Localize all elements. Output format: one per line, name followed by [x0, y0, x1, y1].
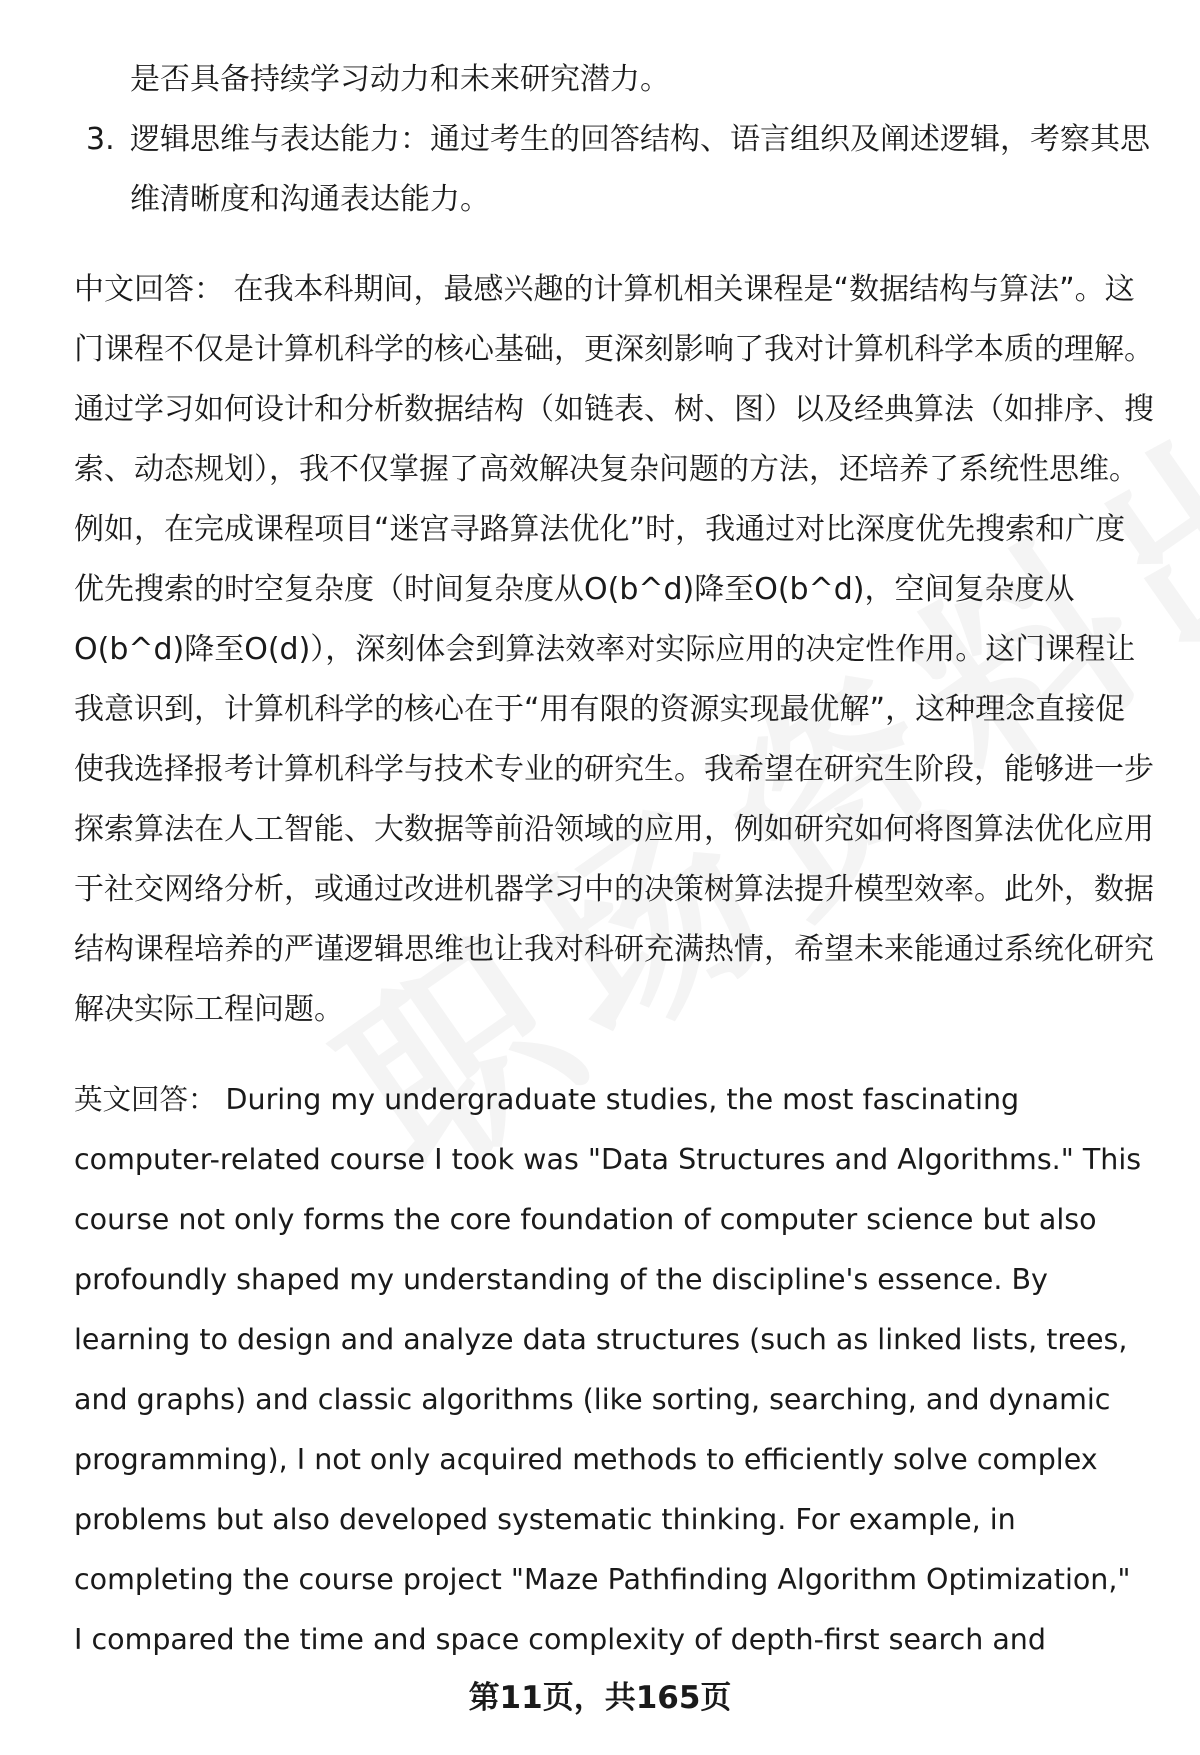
- paragraph-line: completing the course project "Maze Pathfinding Algorithm Optimization,": [74, 1563, 1131, 1596]
- paragraph-line: 使我选择报考计算机科学与技术专业的研究生。我希望在研究生阶段，能够进一步: [74, 752, 1154, 787]
- paragraph-line: 索、动态规划），我不仅掌握了高效解决复杂问题的方法，还培养了系统性思维。: [74, 452, 1139, 487]
- list-item-number: 3.: [86, 122, 115, 157]
- list-item-2-continuation: 是否具备持续学习动力和未来研究潜力。: [130, 62, 670, 97]
- page-number-footer: 第11页，共165页: [468, 1680, 732, 1716]
- list-item-body: [130, 110, 1150, 230]
- paragraph-line: 门课程不仅是计算机科学的核心基础，更深刻影响了我对计算机科学本质的理解。: [74, 332, 1154, 367]
- paragraph-line: 结构课程培养的严谨逻辑思维也让我对科研充满热情，希望未来能通过系统化研究: [74, 932, 1154, 967]
- paragraph-line: programming), I not only acquired methods to efficiently solve complex: [74, 1443, 1098, 1476]
- english-answer-paragraph: [74, 1070, 1154, 1670]
- paragraph-line: O(b^d)降至O(d)），深刻体会到算法效率对实际应用的决定性作用。这门课程让: [74, 632, 1136, 667]
- paragraph-line: 探索算法在人工智能、大数据等前沿领域的应用，例如研究如何将图算法优化应用: [74, 812, 1154, 847]
- paragraph-line: 英文回答： During my undergraduate studies, the most fascinating: [74, 1083, 1020, 1116]
- paragraph-line: 解决实际工程问题。: [74, 992, 344, 1027]
- list-item-3: [74, 110, 1154, 230]
- paragraph-line: 中文回答： 在我本科期间，最感兴趣的计算机相关课程是“数据结构与算法”。这: [74, 272, 1135, 307]
- paragraph-gap: [74, 1040, 1154, 1070]
- paragraph-line: course not only forms the core foundation of computer science but also: [74, 1203, 1097, 1236]
- list-item-line: 维清晰度和沟通表达能力。: [130, 182, 490, 217]
- paragraph-line: and graphs) and classic algorithms (like sorting, searching, and dynamic: [74, 1383, 1111, 1416]
- paragraph-line: 通过学习如何设计和分析数据结构（如链表、树、图）以及经典算法（如排序、搜: [74, 392, 1154, 427]
- paragraph-line: I compared the time and space complexity of depth-first search and: [74, 1623, 1046, 1656]
- list-item-line: 逻辑思维与表达能力：通过考生的回答结构、语言组织及阐述逻辑，考察其思: [130, 122, 1150, 157]
- paragraph-line: 于社交网络分析，或通过改进机器学习中的决策树算法提升模型效率。此外，数据: [74, 872, 1154, 907]
- paragraph-line: computer-related course I took was "Data Structures and Algorithms." This: [74, 1143, 1142, 1176]
- paragraph-line: 例如，在完成课程项目“迷宫寻路算法优化”时，我通过对比深度优先搜索和广度: [74, 512, 1126, 547]
- paragraph-line: learning to design and analyze data structures (such as linked lists, trees,: [74, 1323, 1128, 1356]
- paragraph-line: problems but also developed systematic thinking. For example, in: [74, 1503, 1016, 1536]
- paragraph-line: 优先搜索的时空复杂度（时间复杂度从O(b^d)降至O(b^d)，空间复杂度从: [74, 572, 1075, 607]
- chinese-answer-paragraph: [74, 260, 1154, 1040]
- paragraph-gap: [74, 230, 1154, 260]
- paragraph-line: profoundly shaped my understanding of the discipline's essence. By: [74, 1263, 1048, 1296]
- paragraph-line: 我意识到，计算机科学的核心在于“用有限的资源实现最优解”，这种理念直接促: [74, 692, 1126, 727]
- document-page: [74, 50, 1154, 1670]
